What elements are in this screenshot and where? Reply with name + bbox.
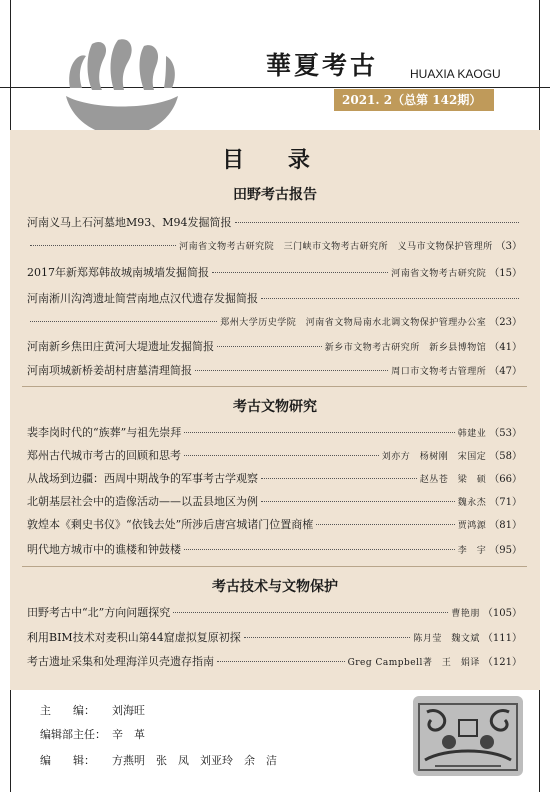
leader-dots <box>244 637 411 638</box>
entry-authors: 刘亦方 杨树刚 宋国定 <box>381 452 487 462</box>
toc-entry-authors[interactable] <box>27 316 522 330</box>
leader-dots <box>261 478 417 479</box>
bronze-artifact-icon <box>405 690 530 782</box>
leader-dots <box>212 272 388 273</box>
entry-title: 明代地方城市中的谯楼和钟鼓楼 <box>27 543 181 556</box>
leader-dots <box>184 549 455 550</box>
staff-editor-in-chief <box>40 702 145 718</box>
entry-authors: 郑州大学历史学院 河南省文物局南水北调文物保护管理办公室 <box>220 318 487 328</box>
entry-title: 裴李岗时代的“族葬”与祖先崇拜 <box>27 426 182 439</box>
leader-dots <box>316 524 455 525</box>
entry-authors: 曹艳朋 <box>451 609 480 619</box>
entry-page: （71） <box>489 497 522 508</box>
entry-title: 田野考古中“北”方向问题探究 <box>27 606 171 619</box>
staff-editors <box>40 752 277 768</box>
entry-page: （23） <box>489 317 522 328</box>
toc-entry[interactable] <box>27 655 522 670</box>
toc-entry[interactable] <box>27 606 522 621</box>
entry-title: 从战场到边疆：西周中期战争的军事考古学观察 <box>27 472 258 485</box>
toc-entry[interactable] <box>27 266 522 281</box>
entry-title: 河南新乡焦田庄黄河大堤遗址发掘简报 <box>27 340 214 353</box>
toc-entry[interactable] <box>27 292 522 306</box>
leader-dots <box>261 501 455 502</box>
entry-page: （15） <box>489 268 522 279</box>
entry-page: （66） <box>489 474 522 485</box>
staff-label: 编辑部主任： <box>40 728 106 741</box>
entry-authors: 韩建业 <box>457 429 487 439</box>
staff-label: 编 辑： <box>40 754 95 767</box>
entry-authors: 周口市文物考古管理所 <box>391 367 487 377</box>
entry-title: 考古遗址采集和处理海洋贝壳遗存指南 <box>27 655 214 668</box>
section-title-research: 考古文物研究 <box>233 399 317 415</box>
leader-dots <box>195 370 388 371</box>
entry-authors: Greg Campbell著 王 娟译 <box>347 658 480 668</box>
entry-authors: 魏永杰 <box>457 498 487 508</box>
entry-title: 河南项城新桥姜胡村唐墓清理简报 <box>27 364 192 377</box>
entry-page: （81） <box>489 520 522 531</box>
staff-names: 辛 革 <box>112 728 145 741</box>
entry-page: （53） <box>489 428 522 439</box>
toc-entry[interactable] <box>27 631 522 646</box>
entry-page: （105） <box>482 608 522 619</box>
toc-entry[interactable] <box>27 495 522 510</box>
leader-dots <box>235 222 519 223</box>
entry-page: （3） <box>495 241 522 252</box>
entry-authors: 河南省文物考古研究院 三门峡市文物考古研究所 义马市文物保护管理所 <box>179 242 493 252</box>
entry-page: （41） <box>489 342 522 353</box>
leader-dots <box>217 346 322 347</box>
entry-authors: 赵丛苍 梁 硕 <box>419 475 487 485</box>
leader-dots <box>217 661 345 662</box>
entry-authors: 贾鸿源 <box>457 521 487 531</box>
toc-entry[interactable] <box>27 216 522 230</box>
staff-names: 方燕明 张 凤 刘亚玲 余 洁 <box>112 754 277 767</box>
section-title-field-reports: 田野考古报告 <box>233 187 317 203</box>
toc-entry-authors[interactable] <box>27 240 522 254</box>
entry-page: （58） <box>489 451 522 462</box>
staff-label: 主 编： <box>40 704 95 717</box>
leader-dots <box>173 612 448 613</box>
toc-entry[interactable] <box>27 472 522 487</box>
entry-title: 北朝基层社会中的造像活动——以盂县地区为例 <box>27 495 258 508</box>
entry-authors: 河南省文物考古研究院 <box>391 269 487 279</box>
entry-authors: 新乡市文物考古研究所 新乡县博物馆 <box>324 343 487 353</box>
leader-dots <box>184 432 455 433</box>
issue-badge: 2021. 2（总第 142期） <box>334 89 494 111</box>
entry-page: （47） <box>489 366 522 377</box>
journal-title: 華夏考古 <box>266 51 379 80</box>
entry-authors: 李 宇 <box>457 546 487 556</box>
toc-entry[interactable] <box>27 340 522 355</box>
toc-heading: 目 录 <box>222 147 328 173</box>
leader-dots <box>30 321 217 322</box>
entry-title: 利用BIM技术对麦积山第44窟虚拟复原初探 <box>27 631 241 644</box>
entry-authors: 陈月莹 魏文斌 <box>413 634 480 644</box>
staff-office-director <box>40 726 145 742</box>
leader-dots <box>30 245 176 246</box>
leader-dots <box>184 455 379 456</box>
entry-page: （95） <box>489 545 522 556</box>
entry-page: （111） <box>482 633 522 644</box>
entry-title: 2017年新郑郑韩故城南城墙发掘简报 <box>27 266 209 279</box>
leader-dots <box>261 298 519 299</box>
toc-entry[interactable] <box>27 426 522 441</box>
section-divider <box>22 386 527 387</box>
toc-entry[interactable] <box>27 449 522 464</box>
toc-entry[interactable] <box>27 364 522 379</box>
section-title-technology: 考古技术与文物保护 <box>212 579 338 595</box>
journal-title-english: HUAXIA KAOGU <box>410 67 501 81</box>
entry-title: 河南淅川沟湾遗址简营南地点汉代遗存发掘简报 <box>27 292 258 305</box>
section-divider <box>22 566 527 567</box>
entry-title: 郑州古代城市考古的回顾和思考 <box>27 449 181 462</box>
toc-entry[interactable] <box>27 543 522 558</box>
entry-title: 敦煌本《剩史书仪》“依钱去处”所涉后唐宫城诸门位置商榷 <box>27 518 314 531</box>
toc-entry[interactable] <box>27 518 522 533</box>
staff-names: 刘海旺 <box>112 704 145 717</box>
entry-title: 河南义马上石河墓地M93、M94发掘简报 <box>27 216 232 229</box>
entry-page: （121） <box>482 657 522 668</box>
